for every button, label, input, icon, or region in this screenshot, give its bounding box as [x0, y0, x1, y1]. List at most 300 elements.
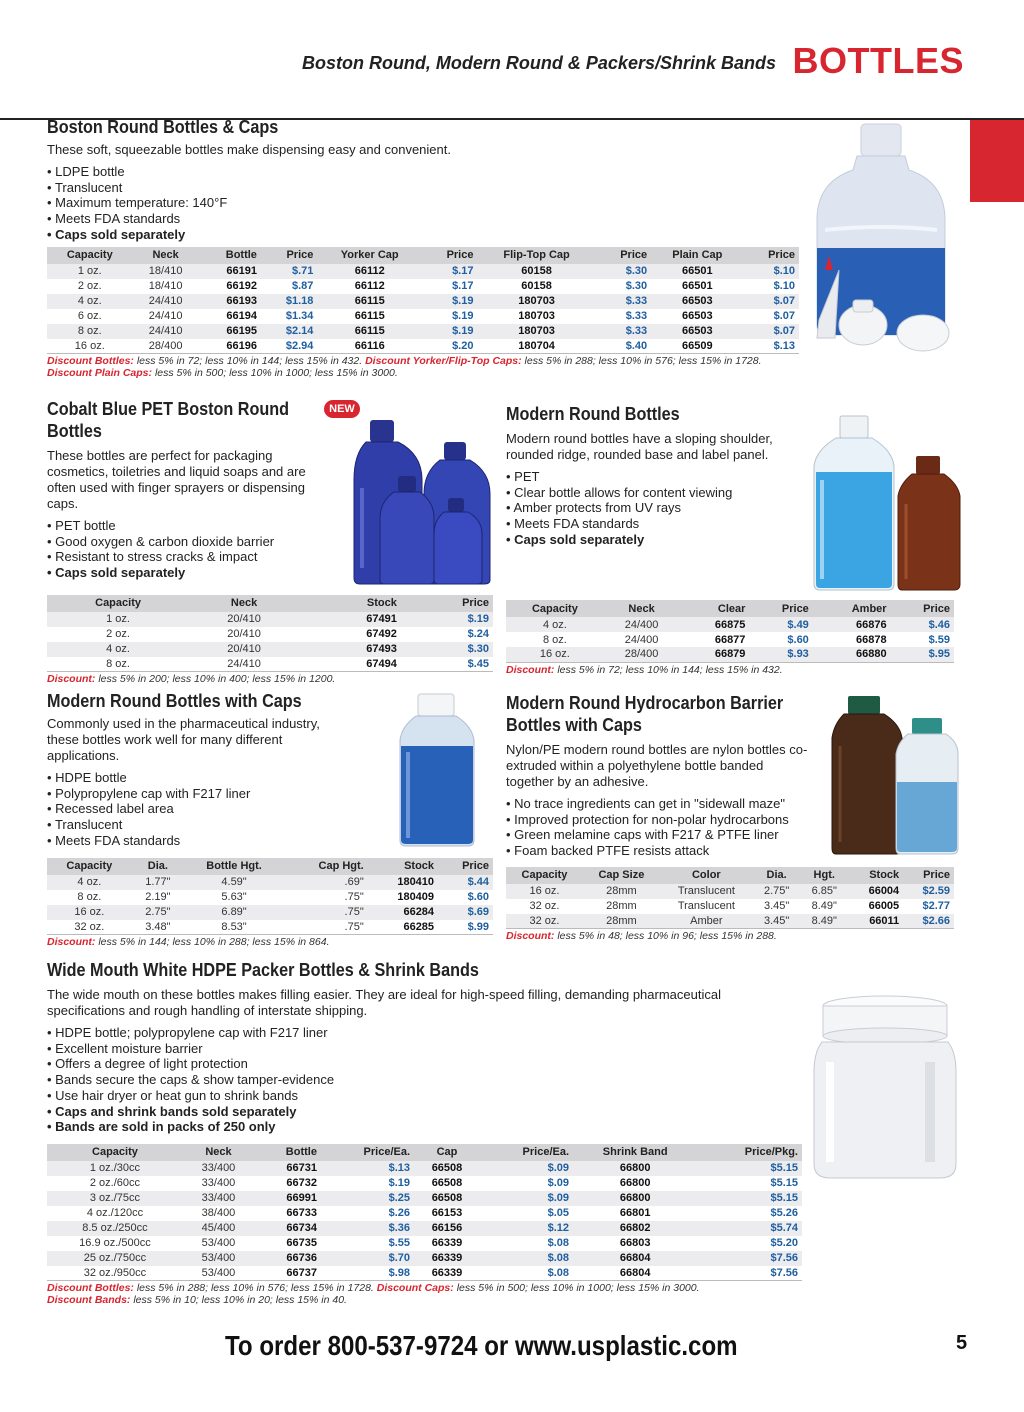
section-tab	[970, 120, 1024, 202]
table-cell: $.60	[438, 890, 493, 905]
table-cell: $.46	[891, 617, 954, 632]
table-cell: 8.49"	[800, 899, 848, 914]
table-cell: 66193	[199, 294, 261, 309]
modern-caps-table	[47, 858, 493, 936]
table-cell: 2 oz.	[47, 279, 133, 294]
table-row	[47, 875, 493, 890]
bullet-item: • Translucent	[47, 817, 493, 833]
header-title: BOTTLES	[792, 40, 964, 81]
table-cell: 66508	[414, 1176, 480, 1191]
column-header: Clear	[679, 600, 749, 617]
table-cell: $.40	[596, 339, 651, 354]
table-cell: $.33	[596, 324, 651, 339]
table-cell: 66733	[254, 1206, 321, 1221]
packer-table	[47, 1144, 802, 1282]
table-cell: $2.59	[903, 884, 954, 899]
table-cell: 67492	[299, 627, 401, 642]
table-cell: Translucent	[660, 899, 753, 914]
modern-table	[506, 600, 954, 663]
table-row	[47, 920, 493, 935]
bullet-item: • LDPE bottle	[47, 164, 799, 180]
table-cell: 2.75"	[753, 884, 801, 899]
table-row	[47, 294, 799, 309]
table-cell: $.98	[321, 1266, 414, 1281]
table-cell: 4 oz.	[506, 617, 604, 632]
table-cell: $.09	[480, 1191, 573, 1206]
table-header-row	[506, 867, 954, 884]
table-cell: $.19	[422, 324, 477, 339]
table-cell: 66503	[651, 324, 743, 339]
table-cell: 66195	[199, 324, 261, 339]
modern-caps-discount: Discount: less 5% in 144; less 10% in 288; less 15% in 864.	[47, 936, 330, 949]
column-header: Dia.	[132, 858, 184, 875]
table-cell: 24/400	[604, 617, 680, 632]
table-cell: 5.63"	[184, 890, 284, 905]
table-cell: 32 oz.	[506, 914, 583, 929]
table-cell: 66153	[414, 1206, 480, 1221]
table-cell: $.08	[480, 1251, 573, 1266]
column-header: Capacity	[506, 867, 583, 884]
boston-bullets	[47, 164, 799, 243]
table-cell: 20/410	[189, 627, 299, 642]
table-cell: $.55	[321, 1236, 414, 1251]
table-cell: 66339	[414, 1236, 480, 1251]
column-header: Amber	[813, 600, 891, 617]
bullet-item: • Meets FDA standards	[47, 833, 493, 849]
table-cell: 1 oz./30cc	[47, 1161, 183, 1176]
column-header: Flip-Top Cap	[477, 247, 595, 264]
table-cell: 4 oz.	[47, 642, 189, 657]
modern-caps-title: Modern Round Bottles with Caps	[47, 691, 302, 711]
table-cell: 66803	[573, 1236, 697, 1251]
bullet-item: • HDPE bottle	[47, 770, 493, 786]
table-header-row	[47, 858, 493, 875]
table-cell: 66285	[368, 920, 438, 935]
packer-bottle-image	[810, 992, 960, 1182]
table-cell: $1.18	[261, 294, 317, 309]
table-header-row	[506, 600, 954, 617]
table-cell: 32 oz.	[506, 899, 583, 914]
column-header: Price	[438, 858, 493, 875]
table-cell: $.24	[401, 627, 493, 642]
table-cell: 2 oz.	[47, 627, 189, 642]
table-cell: $.12	[480, 1221, 573, 1236]
table-row	[506, 647, 954, 662]
column-header: Dia.	[753, 867, 801, 884]
table-cell: $.07	[743, 309, 799, 324]
table-cell: $.05	[480, 1206, 573, 1221]
bullet-item: • PET bottle	[47, 518, 493, 534]
table-cell: $.09	[480, 1161, 573, 1176]
table-cell: 28/400	[133, 339, 199, 354]
table-cell: $.19	[422, 294, 477, 309]
bullet-item: • HDPE bottle; polypropylene cap with F217 liner	[47, 1025, 955, 1041]
table-cell: 28mm	[583, 884, 660, 899]
cobalt-title-line1: Cobalt Blue PET Boston Round	[47, 399, 290, 419]
table-cell: Translucent	[660, 884, 753, 899]
column-header: Neck	[189, 595, 299, 612]
packer-title: Wide Mouth White HDPE Packer Bottles & Shrink Bands	[47, 960, 479, 980]
table-row	[47, 612, 493, 627]
boston-bottle-image	[805, 120, 955, 365]
column-header: Price	[903, 867, 954, 884]
table-cell: 38/400	[183, 1206, 254, 1221]
page-number: 5	[956, 1332, 968, 1354]
column-header: Cap Hgt.	[284, 858, 368, 875]
cobalt-table	[47, 595, 493, 673]
column-header: Price	[749, 600, 812, 617]
bullet-item: • No trace ingredients can get in "sidewall maze"	[506, 796, 954, 812]
table-cell: $.09	[480, 1176, 573, 1191]
table-cell: 18/410	[133, 264, 199, 279]
bullet-item: • Translucent	[47, 180, 799, 196]
hydro-discount: Discount: less 5% in 48; less 10% in 96; less 15% in 288.	[506, 930, 777, 943]
column-header: Price/Ea.	[321, 1144, 414, 1161]
table-cell: 3 oz./75cc	[47, 1191, 183, 1206]
modern-title: Modern Round Bottles	[506, 404, 680, 424]
bullet-item: • Polypropylene cap with F217 liner	[47, 786, 493, 802]
table-cell: 66115	[317, 309, 422, 324]
table-cell: $.13	[743, 339, 799, 354]
table-cell: 33/400	[183, 1161, 254, 1176]
table-cell: $.33	[596, 294, 651, 309]
column-header: Neck	[183, 1144, 254, 1161]
hydro-table	[506, 867, 954, 930]
table-row	[47, 1206, 802, 1221]
table-cell: 28mm	[583, 899, 660, 914]
packer-discount: Discount Bottles: less 5% in 288; less 10% in 576; less 15% in 1728. Discount Caps: less 5% in 500; less 10% in 1000; less 15% in 3000. Discount Bands: less 5% in 10; less 10% in 20; less 15% in 40.	[47, 1282, 700, 1307]
table-header-row	[47, 595, 493, 612]
bullet-item: • PET	[506, 469, 954, 485]
table-cell: $5.20	[697, 1236, 802, 1251]
table-cell: 33/400	[183, 1191, 254, 1206]
table-cell: 28/400	[604, 647, 680, 662]
table-row	[47, 324, 799, 339]
table-cell: 66731	[254, 1161, 321, 1176]
table-cell: 8 oz.	[47, 890, 132, 905]
table-cell: 180703	[477, 309, 595, 324]
bullet-item: • Clear bottle allows for content viewing	[506, 485, 954, 501]
table-cell: 24/410	[133, 309, 199, 324]
table-cell: $.44	[438, 875, 493, 890]
table-cell: $.19	[321, 1176, 414, 1191]
table-cell: 66284	[368, 905, 438, 920]
table-cell: 1 oz.	[47, 264, 133, 279]
bullet-item: • Bands are sold in packs of 250 only	[47, 1119, 955, 1135]
table-cell: 66800	[573, 1176, 697, 1191]
column-header: Shrink Band	[573, 1144, 697, 1161]
column-header: Color	[660, 867, 753, 884]
table-row	[47, 1191, 802, 1206]
table-cell: 180409	[368, 890, 438, 905]
table-cell: $.59	[891, 632, 954, 647]
header-subtitle: Boston Round, Modern Round & Packers/Shrink Bands	[301, 53, 776, 73]
cobalt-desc: These bottles are perfect for packaging cosmetics, toiletries and liquid soaps and are often used with finger sprayers or dispensing caps.	[47, 448, 306, 511]
table-cell: $.19	[422, 309, 477, 324]
table-cell: 66501	[651, 264, 743, 279]
column-header: Capacity	[47, 1144, 183, 1161]
table-cell: 20/410	[189, 642, 299, 657]
table-cell: 2 oz./60cc	[47, 1176, 183, 1191]
boston-title: Boston Round Bottles & Caps	[47, 117, 279, 137]
table-cell: 45/400	[183, 1221, 254, 1236]
table-cell: 32 oz./950cc	[47, 1266, 183, 1281]
table-cell: 25 oz./750cc	[47, 1251, 183, 1266]
table-cell: 2.19"	[132, 890, 184, 905]
table-cell: 66880	[813, 647, 891, 662]
table-cell: 66509	[651, 339, 743, 354]
table-cell: 8 oz.	[47, 657, 189, 672]
table-cell: $.10	[743, 264, 799, 279]
table-cell: 180703	[477, 294, 595, 309]
table-cell: 8 oz.	[47, 324, 133, 339]
table-cell: Amber	[660, 914, 753, 929]
table-cell: 60158	[477, 279, 595, 294]
table-cell: $2.94	[261, 339, 317, 354]
hydro-title-line2: Bottles with Caps	[506, 715, 642, 735]
table-cell: 6.85"	[800, 884, 848, 899]
table-cell: 67494	[299, 657, 401, 672]
table-cell: 33/400	[183, 1176, 254, 1191]
table-cell: $.30	[596, 264, 651, 279]
table-cell: 180410	[368, 875, 438, 890]
modern-table-wrap	[506, 600, 954, 676]
bullet-item: • Improved protection for non-polar hydrocarbons	[506, 812, 954, 828]
table-cell: 4 oz.	[47, 294, 133, 309]
table-cell: 3.45"	[753, 914, 801, 929]
bullet-item: • Use hair dryer or heat gun to shrink bands	[47, 1088, 955, 1104]
column-header: Capacity	[47, 247, 133, 264]
column-header: Stock	[368, 858, 438, 875]
column-header: Capacity	[506, 600, 604, 617]
column-header: Price	[596, 247, 651, 264]
column-header: Plain Cap	[651, 247, 743, 264]
table-row	[506, 884, 954, 899]
table-row	[47, 1176, 802, 1191]
table-cell: 1 oz.	[47, 612, 189, 627]
bullet-item: • Resistant to stress cracks & impact	[47, 549, 493, 565]
table-cell: 66991	[254, 1191, 321, 1206]
table-cell: 66732	[254, 1176, 321, 1191]
cobalt-discount: Discount: less 5% in 200; less 10% in 400; less 15% in 1200.	[47, 673, 336, 686]
table-cell: 66503	[651, 309, 743, 324]
table-cell: $.70	[321, 1251, 414, 1266]
table-cell: $5.26	[697, 1206, 802, 1221]
column-header: Neck	[133, 247, 199, 264]
table-cell: 20/410	[189, 612, 299, 627]
boston-discount: Discount Bottles: less 5% in 72; less 10% in 144; less 15% in 432. Discount Yorker/Flip-Top Caps: less 5% in 288; less 10% in 576; less 15% in 1728. Discount Plain Caps: less 5% in 500; less 10% in 1000; less 15% in 3000.	[47, 355, 762, 380]
boston-table	[47, 247, 799, 355]
table-cell: 32 oz.	[47, 920, 132, 935]
page-header	[0, 30, 1024, 90]
table-row	[47, 1161, 802, 1176]
table-row	[47, 1221, 802, 1236]
table-cell: 66801	[573, 1206, 697, 1221]
table-cell: 4 oz.	[47, 875, 132, 890]
table-row	[506, 617, 954, 632]
table-cell: 66503	[651, 294, 743, 309]
table-cell: 16 oz.	[47, 905, 132, 920]
column-header: Bottle	[199, 247, 261, 264]
table-cell: 66804	[573, 1266, 697, 1281]
column-header: Stock	[848, 867, 903, 884]
table-cell: $.17	[422, 279, 477, 294]
cobalt-bottle-image	[350, 418, 495, 588]
table-cell: 66734	[254, 1221, 321, 1236]
table-cell: $5.15	[697, 1176, 802, 1191]
table-cell: 180703	[477, 324, 595, 339]
table-cell: 66112	[317, 264, 422, 279]
bullet-item: • Bands secure the caps & show tamper-evidence	[47, 1072, 955, 1088]
column-header: Price	[743, 247, 799, 264]
table-cell: 66004	[848, 884, 903, 899]
table-cell: $.87	[261, 279, 317, 294]
new-badge: NEW	[324, 400, 360, 418]
bullet-item: • Offers a degree of light protection	[47, 1056, 955, 1072]
table-row	[47, 309, 799, 324]
table-cell: $.10	[743, 279, 799, 294]
boston-section	[47, 116, 799, 379]
table-cell: 66339	[414, 1251, 480, 1266]
table-cell: 66802	[573, 1221, 697, 1236]
packer-desc: The wide mouth on these bottles makes filling easier. They are ideal for high-speed filling, demanding pharmaceutical specifications and rough handling of interstate shipping.	[47, 987, 721, 1018]
table-cell: $.99	[438, 920, 493, 935]
table-row	[506, 914, 954, 929]
table-cell: 66736	[254, 1251, 321, 1266]
table-cell: 3.45"	[753, 899, 801, 914]
column-header: Neck	[604, 600, 680, 617]
bullet-item: • Maximum temperature: 140°F	[47, 195, 799, 211]
table-cell: 6.89"	[184, 905, 284, 920]
table-cell: 66501	[651, 279, 743, 294]
table-cell: $.07	[743, 294, 799, 309]
column-header: Price	[261, 247, 317, 264]
bullet-item: • Caps sold separately	[47, 565, 493, 581]
table-header-row	[47, 1144, 802, 1161]
table-cell: 24/410	[133, 324, 199, 339]
boston-desc: These soft, squeezable bottles make dispensing easy and convenient.	[47, 142, 451, 157]
table-cell: 66194	[199, 309, 261, 324]
table-cell: 8 oz.	[506, 632, 604, 647]
modern-desc: Modern round bottles have a sloping shoulder, rounded ridge, rounded base and label panel.	[506, 431, 773, 462]
table-cell: 66879	[679, 647, 749, 662]
table-row	[506, 632, 954, 647]
bullet-item: • Caps sold separately	[47, 227, 799, 243]
table-cell: 24/410	[189, 657, 299, 672]
table-row	[47, 642, 493, 657]
table-cell: 8.53"	[184, 920, 284, 935]
table-row	[47, 1251, 802, 1266]
table-cell: 53/400	[183, 1251, 254, 1266]
table-cell: $.33	[596, 309, 651, 324]
table-cell: 1.77"	[132, 875, 184, 890]
table-cell: .75"	[284, 920, 368, 935]
table-cell: .69"	[284, 875, 368, 890]
table-cell: $1.34	[261, 309, 317, 324]
bullet-item: • Excellent moisture barrier	[47, 1041, 955, 1057]
table-cell: 66116	[317, 339, 422, 354]
table-cell: 67493	[299, 642, 401, 657]
column-header: Price/Pkg.	[697, 1144, 802, 1161]
table-cell: $.71	[261, 264, 317, 279]
bullet-item: • Caps and shrink bands sold separately	[47, 1104, 955, 1120]
table-cell: $5.74	[697, 1221, 802, 1236]
column-header: Yorker Cap	[317, 247, 422, 264]
table-cell: 66877	[679, 632, 749, 647]
table-cell: 66800	[573, 1161, 697, 1176]
table-cell: 66878	[813, 632, 891, 647]
table-cell: $.45	[401, 657, 493, 672]
table-cell: $5.15	[697, 1161, 802, 1176]
table-cell: 66804	[573, 1251, 697, 1266]
table-cell: $.08	[480, 1236, 573, 1251]
table-cell: $.25	[321, 1191, 414, 1206]
table-cell: $.26	[321, 1206, 414, 1221]
table-cell: 66737	[254, 1266, 321, 1281]
table-cell: .75"	[284, 905, 368, 920]
table-cell: $.30	[401, 642, 493, 657]
table-cell: 66191	[199, 264, 261, 279]
table-cell: 2.75"	[132, 905, 184, 920]
table-cell: 53/400	[183, 1266, 254, 1281]
table-cell: $.08	[480, 1266, 573, 1281]
bullet-item: • Amber protects from UV rays	[506, 500, 954, 516]
table-cell: 67491	[299, 612, 401, 627]
table-cell: $.19	[401, 612, 493, 627]
bullet-item: • Foam backed PTFE resists attack	[506, 843, 954, 859]
table-cell: 16 oz.	[506, 647, 604, 662]
table-cell: 8.5 oz./250cc	[47, 1221, 183, 1236]
cobalt-title-line2: Bottles	[47, 421, 102, 441]
table-cell: $.36	[321, 1221, 414, 1236]
table-row	[47, 627, 493, 642]
bullet-item: • Meets FDA standards	[47, 211, 799, 227]
table-cell: $.60	[749, 632, 812, 647]
table-cell: $.20	[422, 339, 477, 354]
modern-caps-bottle-image	[398, 690, 478, 850]
table-cell: 4 oz./120cc	[47, 1206, 183, 1221]
column-header: Cap	[414, 1144, 480, 1161]
table-cell: 28mm	[583, 914, 660, 929]
column-header: Capacity	[47, 595, 189, 612]
table-cell: $.17	[422, 264, 477, 279]
table-cell: 4.59"	[184, 875, 284, 890]
column-header: Price/Ea.	[480, 1144, 573, 1161]
table-row	[47, 1266, 802, 1281]
column-header: Bottle	[254, 1144, 321, 1161]
table-row	[47, 1236, 802, 1251]
table-cell: 66339	[414, 1266, 480, 1281]
table-cell: $.30	[596, 279, 651, 294]
table-cell: $2.66	[903, 914, 954, 929]
hydro-bottle-image	[830, 692, 960, 857]
bullet-item: • Green melamine caps with F217 & PTFE liner	[506, 827, 954, 843]
table-cell: $.07	[743, 324, 799, 339]
table-cell: 16 oz.	[47, 339, 133, 354]
column-header: Cap Size	[583, 867, 660, 884]
table-cell: 66192	[199, 279, 261, 294]
table-row	[47, 657, 493, 672]
column-header: Price	[401, 595, 493, 612]
table-cell: 66735	[254, 1236, 321, 1251]
table-cell: 66115	[317, 324, 422, 339]
table-cell: 6 oz.	[47, 309, 133, 324]
table-cell: $7.56	[697, 1266, 802, 1281]
table-cell: 8.49"	[800, 914, 848, 929]
table-cell: 53/400	[183, 1236, 254, 1251]
table-row	[47, 905, 493, 920]
modern-caps-desc: Commonly used in the pharmaceutical industry, these bottles work well for many different applications.	[47, 716, 320, 763]
